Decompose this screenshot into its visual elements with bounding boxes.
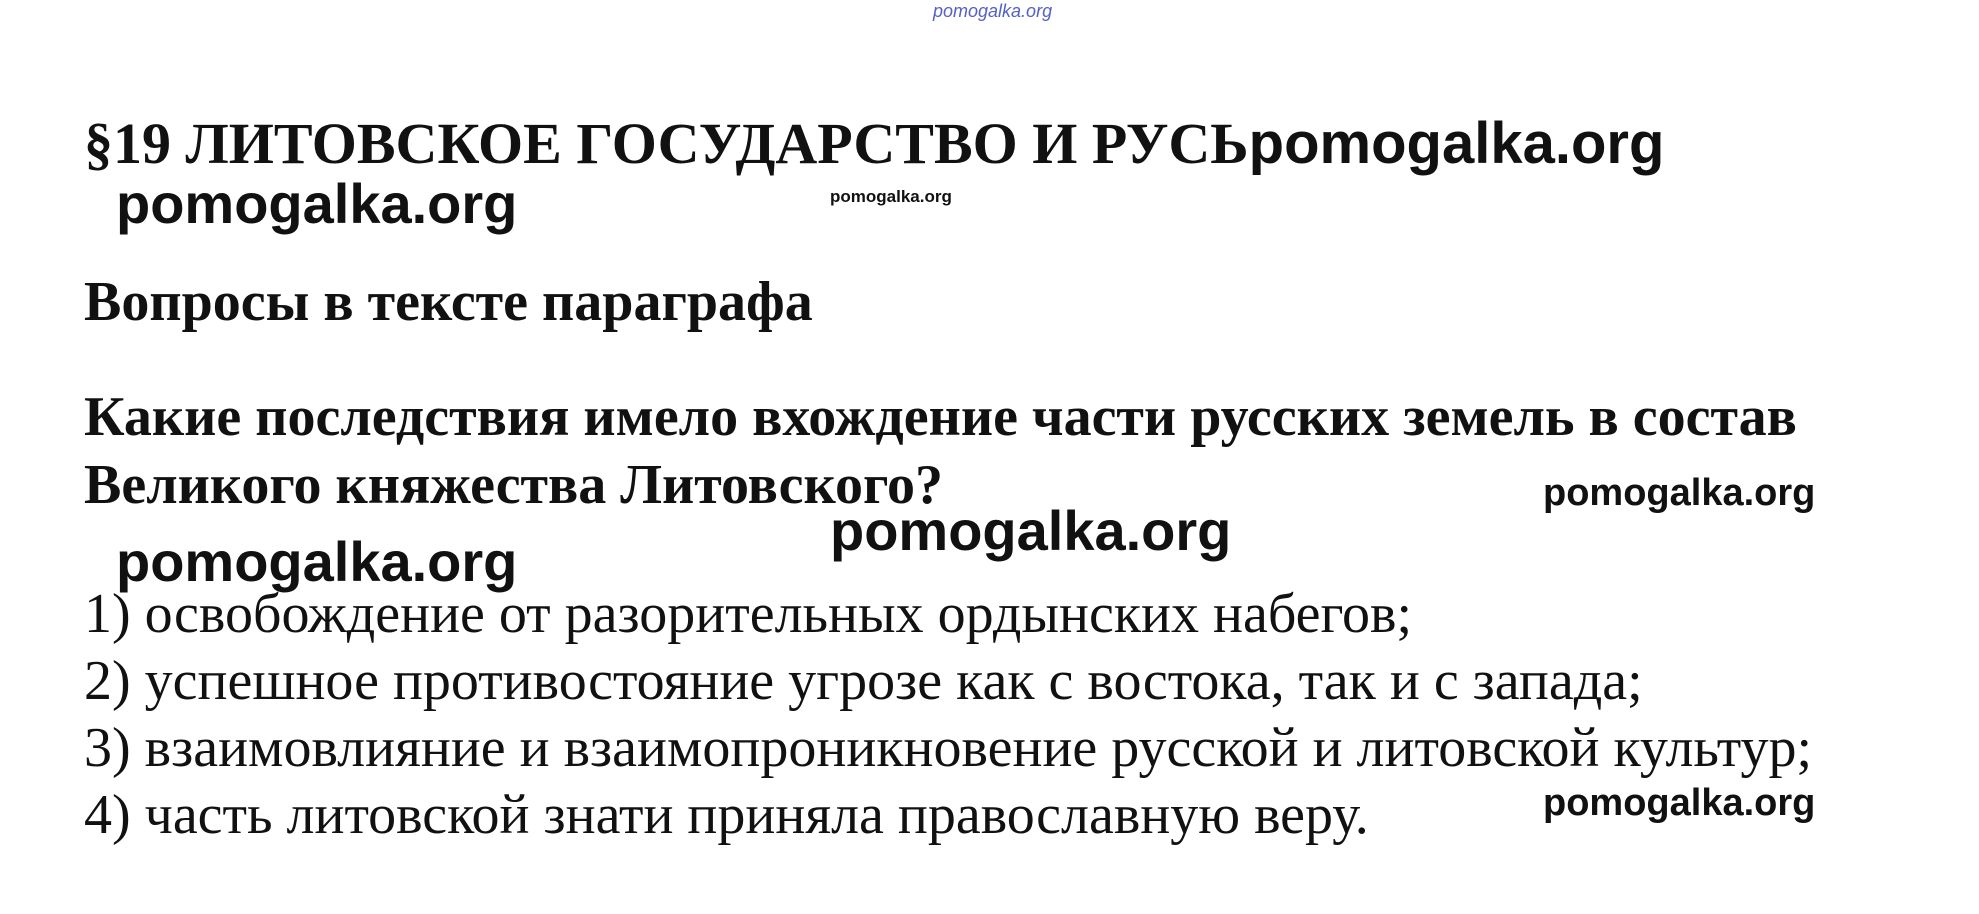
answer-item-2: 2) успешное противостояние угрозе как с востока, так и с запада; <box>84 650 1643 712</box>
watermark-small: pomogalka.org <box>830 187 952 206</box>
question-text: Какие последствия имело вхождение части русских земель в состав Великого княжества Литовского? <box>84 386 1797 516</box>
page-title: §19 ЛИТОВСКОЕ ГОСУДАРСТВО И РУСЬ <box>84 111 1249 176</box>
section-subheading: Вопросы в тексте параграфа <box>84 271 813 333</box>
answer-item-4: 4) часть литовской знати приняла православную веру. <box>84 784 1369 846</box>
answer-item-1: 1) освобождение от разорительных ордынских набегов; <box>84 583 1413 645</box>
watermark-title: pomogalka.org <box>1248 111 1665 176</box>
page-title-row <box>84 108 1664 180</box>
watermark-mid-right: pomogalka.org <box>1543 472 1816 514</box>
watermark-top: pomogalka.org <box>933 1 1053 21</box>
watermark-bottom-right: pomogalka.org <box>1543 782 1816 824</box>
watermark-large-upper: pomogalka.org <box>116 172 518 235</box>
watermark-large-lower: pomogalka.org <box>116 530 518 593</box>
watermark-center: pomogalka.org <box>830 499 1232 562</box>
answer-item-3: 3) взаимовлияние и взаимопроникновение русской и литовской культур; <box>84 717 1813 779</box>
